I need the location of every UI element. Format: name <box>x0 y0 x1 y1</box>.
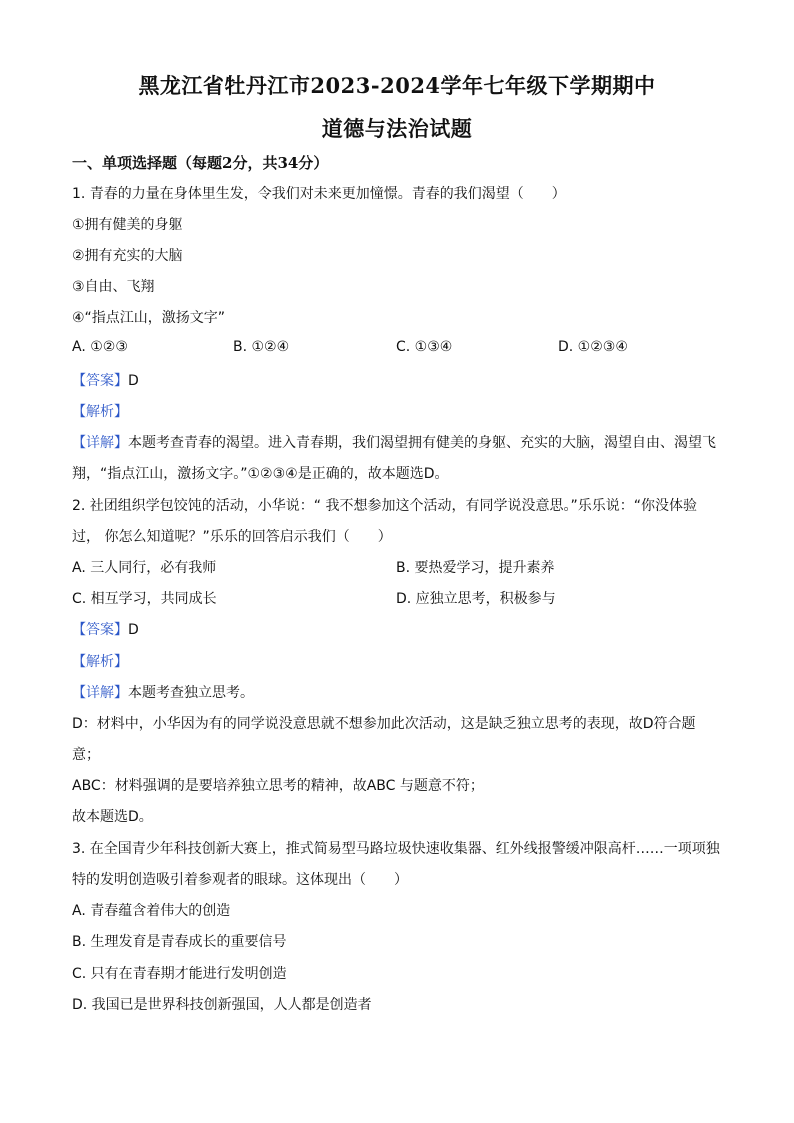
answer-value: D <box>128 373 139 389</box>
detail-tag: 【详解】 <box>72 685 128 701</box>
q2-option-d: D. 应独立思考，积极参与 <box>396 591 556 607</box>
q2-option-c: C. 相互学习，共同成长 <box>72 591 217 607</box>
q1-detail-line2: 翔，“指点江山，激扬文字。”①②③④是正确的，故本题选D。 <box>72 466 449 482</box>
q1-answer <box>72 370 139 390</box>
q1-detail-line1 <box>72 432 716 452</box>
q1-analysis-tag: 【解析】 <box>72 404 128 420</box>
q1-option-d: D. ①②③④ <box>558 339 628 355</box>
section-heading: 一、单项选择题（每题2分，共34分） <box>72 154 329 172</box>
answer-tag: 【答案】 <box>72 622 128 638</box>
q1-option-b: B. ①②④ <box>233 339 290 355</box>
q2-detail-line5: 故本题选D。 <box>72 809 153 825</box>
q3-option-d: D. 我国已是世界科技创新强国，人人都是创造者 <box>72 997 372 1013</box>
q3-option-b: B. 生理发育是青春成长的重要信号 <box>72 934 287 950</box>
q2-stem-line2: 过， 你怎么知道呢？”乐乐的回答启示我们（ ） <box>72 529 392 545</box>
q2-option-a: A. 三人同行，必有我师 <box>72 560 217 576</box>
q2-detail-line4: ABC：材料强调的是要培养独立思考的精神，故ABC 与题意不符； <box>72 778 484 794</box>
q2-option-b: B. 要热爱学习，提升素养 <box>396 560 555 576</box>
q1-item-1: ①拥有健美的身躯 <box>72 217 183 233</box>
detail-text: 本题考查独立思考。 <box>128 685 254 701</box>
q2-detail-line3: 意； <box>72 747 100 763</box>
q3-stem-line2: 特的发明创造吸引着参观者的眼球。这体现出（ ） <box>72 872 408 888</box>
document-subtitle: 道德与法治试题 <box>321 116 473 141</box>
q2-analysis-tag: 【解析】 <box>72 654 128 670</box>
q1-stem: 1. 青春的力量在身体里生发，令我们对未来更加憧憬。青春的我们渴望（ ） <box>72 186 566 202</box>
q3-stem-line1: 3. 在全国青少年科技创新大赛上，推式简易型马路垃圾快速收集器、红外线报警缓冲限高杆……一项项独 <box>72 841 720 857</box>
q1-item-3: ③自由、飞翔 <box>72 279 155 295</box>
q1-item-4: ④“指点江山，激扬文字” <box>72 310 226 326</box>
q1-option-c: C. ①③④ <box>396 339 453 355</box>
q1-option-a: A. ①②③ <box>72 339 128 355</box>
answer-value: D <box>128 622 139 638</box>
answer-tag: 【答案】 <box>72 373 128 389</box>
q2-detail-line1 <box>72 682 254 702</box>
detail-tag: 【详解】 <box>72 435 128 451</box>
q3-option-c: C. 只有在青春期才能进行发明创造 <box>72 966 287 982</box>
q2-stem-line1: 2. 社团组织学包饺饨的活动，小华说：“ 我不想参加这个活动，有同学说没意思。”乐乐说：“你没体验 <box>72 498 698 514</box>
q2-answer <box>72 619 139 639</box>
q2-detail-line2: D：材料中，小华因为有的同学说没意思就不想参加此次活动，这是缺乏独立思考的表现，故D符合题 <box>72 716 696 732</box>
detail-text: 本题考查青春的渴望。进入青春期，我们渴望拥有健美的身躯、充实的大脑，渴望自由、渴望飞 <box>128 435 716 451</box>
q1-item-2: ②拥有充实的大脑 <box>72 248 183 264</box>
document-title: 黑龙江省牡丹江市2023-2024学年七年级下学期期中 <box>138 73 656 98</box>
q3-option-a: A. 青春蕴含着伟大的创造 <box>72 903 231 919</box>
